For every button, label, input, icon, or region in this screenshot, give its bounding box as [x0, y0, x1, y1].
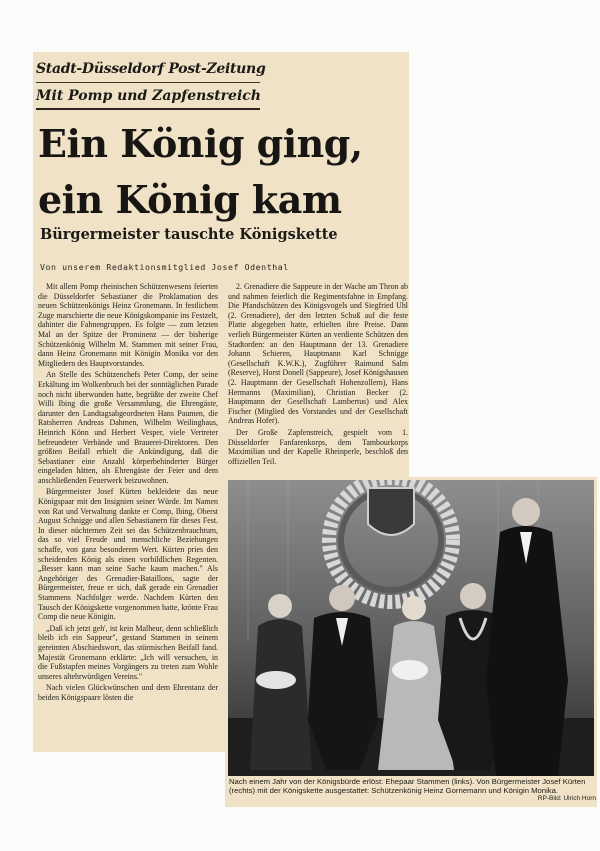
byline: Von unserem Redaktionsmitglied Josef Odenthal — [40, 262, 289, 272]
article-paragraph: „Daß ich jetzt geh', ist kein Malheur, denn schließlich bleib ich ein Sappeur", gestand Stammen in seinem gereimten Abschiedswort, das stürmischen Beifall fand. Majestät Gronemann erklärte: „Ich will versuchen, in die Fußstapfen meines Vorgängers zu treten zum Wohle unseres altehrwürdigen Vereins." — [38, 623, 218, 681]
article-paragraph: Mit allem Pomp rheinischen Schützenwesens feierten die Düsseldorfer Sebastianer die Proklamation des neuen Schützenkönigs Heinz Gronemann. In festlichem Zuge marschierte die neue Königskompanie ins Festzelt, dahinter die Fahnengruppen. Es folgte — zum letzten Mal an der Spitze der Prominenz — der bisherige Schützenkönig Wilhelm M. Stammen mit seiner Frau, dann Heinz Gronemann mit Königin Monika vor den Mitgliedern des Hauptvorstandes. — [38, 282, 218, 368]
article-paragraph: Bürgermeister Josef Kürten bekleidete das neue Königspaar mit den Insignien seiner Würde. Im Namen von Rat und Verwaltung dankte er Comp, Ibing, Oberst August Schnigge und allen Sebastianern für dieses Fest. In dieser nüchternen Zeit sei das Schützenbrauchtum, das so viel Freude und menschliche Beziehungen schaffe, von ganz besonderem Wert. Kürten pries den scheidenden König als einen vorbildlichen Regenten. „Besser kann man seine Sache kaum machen." Als Angehöriger des Grenadier-Bataillons, sagte der Bürgermeister, freue er sich, daß gerade ein Grenadier Stammens Nachfolger werde. Nachdem Kürten den Tausch der Königskette vorgenommen hatte, krönte Frau Comp die neue Königin. — [38, 487, 218, 622]
photo-credit: RP-Bild: Ulrich Horn — [537, 795, 596, 802]
headline-line-2: ein König kam — [38, 177, 342, 222]
photo-caption: Nach einem Jahr von der Königsbürde erlöst: Ehepaar Stammen (links). Von Bürgermeister Josef Kürten (rechts) mit der Königskette ausgestattet: Schützenkönig Heinz Gornemann und Königin Monika. — [229, 777, 586, 796]
article-paragraph: An Stelle des Schützenchefs Peter Comp, der seine Erkältung im Wolkenbruch bei der sonntäglichen Parade noch nicht überwunden hatte, begrüßte der zweite Chef Willi Ibing die große Versammlung, die Ehrengäste, darunter den Landtagsabgeordneten Hans Paumen, die Ratsherren Andreas Dahmen, Wilhelm Weilinghaus, Heinrich Könn und Herbert Vesper, viele Vertreter befreundeter Verbände und Brauerei-Direktoren. Den größten Beifall erhielt die Ankündigung, daß die Sebastianer eine Anzahl körperbehinderter Bürger eingeladen hätten, als Ehrengäste der Feier und dem anschließenden Feuerwerk beizuwohnen. — [38, 370, 218, 485]
headline — [38, 116, 408, 228]
newspaper-masthead: Stadt-Düsseldorf Post-Zeitung — [36, 56, 260, 83]
article-paragraph: Der Große Zapfenstreich, gespielt vom 1. Düsseldorfer Fanfarenkorps, dem Tambourkorps Maximilian und der Kapelle Rheinperle, beschloß den offiziellen Teil. — [228, 427, 408, 466]
article-paragraph: Nach vielen Glückwünschen und dem Ehrentanz der beiden Königspaare lösten die — [38, 683, 218, 702]
subheadline: Bürgermeister tauschte Königskette — [40, 226, 338, 243]
news-photo — [228, 480, 594, 776]
headline-line-1: Ein König ging, — [38, 121, 363, 166]
article-paragraph: 2. Grenadiere die Sappeure in der Wache am Thron ab und nahmen feierlich die Regimentsfahne in Empfang. Die Pfandschützen des Königsvogels und Siegfried Uhl (2. Grenadiere), der den letzten Schuß auf die feste Platte abgegeben hatte, erhielten ihre Preise. Dann verlieh Bürgermeister Kürten an verdiente Schützen den Stadtorden: an den Hauptmann der 13. Grenadiere Johann Schieren, Hauptmann Karl Schnigge (Gesellschaft K.W.K.), Zugführer Raimund Salm (Reserve), Horst Donell (Sappeure), Josef Königshausen (2. Hauptmann der Gesellschaft Hohenzollern), Hans Hermanns (Maximilian), Christian Becker (2. Hauptmann der Gesellschaft Lambertus) und Alex Fischer (Mitglied des Vorstandes und der Gesellschaft Andreas Hofer). — [228, 282, 408, 426]
section-rubric: Mit Pomp und Zapfenstreich — [36, 84, 260, 110]
article-column-1 — [38, 282, 218, 750]
photo-illustration — [228, 480, 594, 776]
article-column-2 — [228, 282, 408, 476]
coat-of-arms — [368, 488, 414, 535]
